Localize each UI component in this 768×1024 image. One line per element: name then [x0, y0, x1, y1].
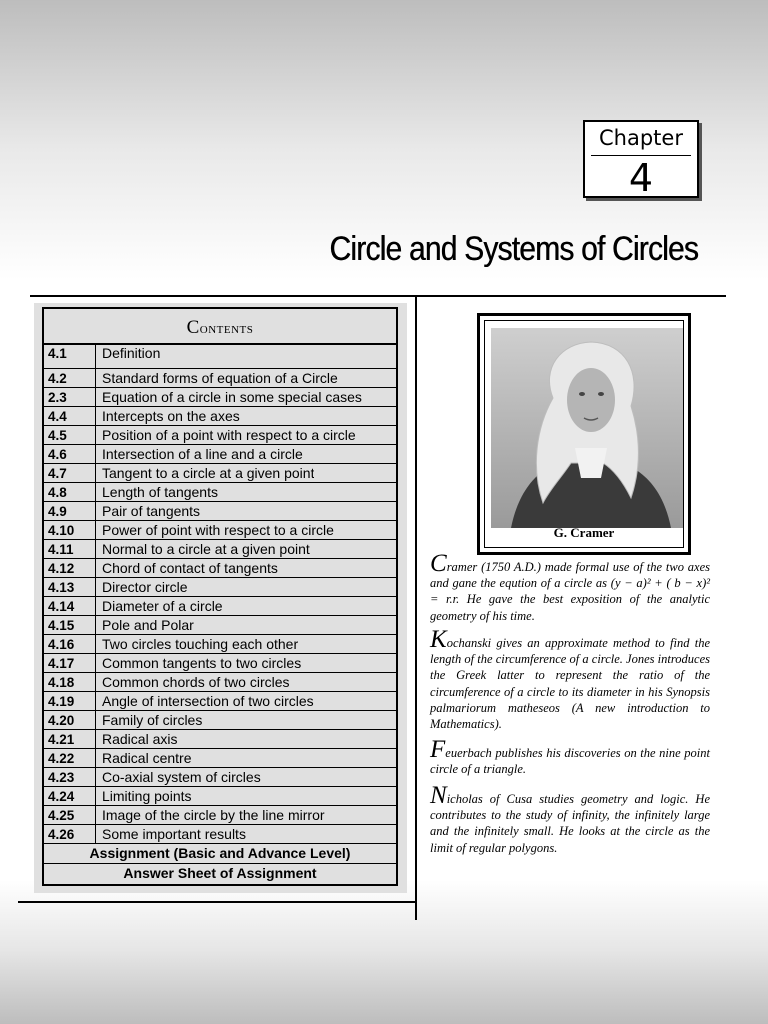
section-title: Position of a point with respect to a circle — [102, 427, 356, 443]
section-number: 4.1 — [44, 345, 96, 368]
divider-vertical — [415, 295, 417, 920]
contents-row[interactable] — [44, 616, 396, 635]
section-number: 4.21 — [44, 730, 96, 748]
section-number: 4.18 — [44, 673, 96, 691]
contents-row[interactable] — [44, 692, 396, 711]
section-number: 4.17 — [44, 654, 96, 672]
drop-cap: N — [430, 782, 447, 809]
section-title: Radical axis — [102, 731, 178, 747]
contents-heading: Contents — [44, 309, 396, 345]
contents-row[interactable] — [44, 825, 396, 844]
section-number: 4.13 — [44, 578, 96, 596]
section-title: Radical centre — [102, 750, 192, 766]
contents-row[interactable] — [44, 711, 396, 730]
contents-row[interactable] — [44, 426, 396, 445]
contents-row[interactable] — [44, 730, 396, 749]
section-title: Tangent to a circle at a given point — [102, 465, 315, 481]
contents-row[interactable] — [44, 635, 396, 654]
contents-row[interactable] — [44, 787, 396, 806]
section-number: 4.5 — [44, 426, 96, 444]
assignment-row[interactable]: Assignment (Basic and Advance Level) — [44, 844, 396, 864]
section-number: 2.3 — [44, 388, 96, 406]
drop-cap: F — [430, 736, 446, 763]
section-title: Equation of a circle in some special cases — [102, 389, 362, 405]
section-number: 4.20 — [44, 711, 96, 729]
section-number: 4.7 — [44, 464, 96, 482]
contents-row[interactable] — [44, 407, 396, 426]
portrait-caption: G. Cramer — [553, 525, 615, 540]
contents-row[interactable] — [44, 464, 396, 483]
section-title: Common tangents to two circles — [102, 655, 302, 671]
section-number: 4.10 — [44, 521, 96, 539]
chapter-box — [583, 120, 699, 198]
section-title: Intercepts on the axes — [102, 408, 240, 424]
section-number: 4.15 — [44, 616, 96, 634]
section-title: Normal to a circle at a given point — [102, 541, 310, 557]
section-number: 4.14 — [44, 597, 96, 615]
section-title: Limiting points — [102, 788, 192, 804]
section-title: Image of the circle by the line mirror — [102, 807, 325, 823]
contents-row[interactable] — [44, 445, 396, 464]
history-paragraph-1 — [430, 550, 710, 624]
contents-row[interactable] — [44, 673, 396, 692]
section-title: Pole and Polar — [102, 617, 194, 633]
contents-table — [42, 307, 398, 886]
section-number: 4.12 — [44, 559, 96, 577]
section-number: 4.24 — [44, 787, 96, 805]
history-text: euerbach publishes his discoveries on the nine point circle of a triangle. — [430, 746, 710, 777]
section-title: Length of tangents — [102, 484, 218, 500]
section-title: Diameter of a circle — [102, 598, 223, 614]
section-number: 4.23 — [44, 768, 96, 786]
section-title: Intersection of a line and a circle — [102, 446, 303, 462]
drop-cap: C — [430, 550, 447, 577]
answer-sheet-row[interactable]: Answer Sheet of Assignment — [123, 865, 317, 881]
contents-row[interactable] — [44, 521, 396, 540]
contents-row[interactable] — [44, 768, 396, 787]
section-title: Common chords of two circles — [102, 674, 290, 690]
section-title: Director circle — [102, 579, 188, 595]
section-title: Some important results — [102, 826, 246, 842]
contents-row[interactable] — [44, 578, 396, 597]
history-text: ramer (1750 A.D.) made formal use of the two axes and gane the eqution of a circle as (y − a)² + ( b − x)² = r.r. He gave the best exposition of the analytic geometry of his time. — [430, 560, 710, 623]
drop-cap: K — [430, 626, 447, 653]
contents-row[interactable] — [44, 483, 396, 502]
contents-row[interactable] — [44, 388, 396, 407]
contents-row[interactable] — [44, 559, 396, 578]
contents-row[interactable] — [44, 597, 396, 616]
page-title: Circle and Systems of Circles — [329, 230, 698, 268]
section-number: 4.9 — [44, 502, 96, 520]
section-title: Power of point with respect to a circle — [102, 522, 334, 538]
contents-row[interactable] — [44, 345, 396, 369]
section-number: 4.4 — [44, 407, 96, 425]
divider-bottom — [18, 901, 416, 903]
section-number: 4.11 — [44, 540, 96, 558]
history-text: ochanski gives an approximate method to find the length of the circumference of a circle. Jones introduces the Greek latter to represent the ratio of the circumference of a circle to its diameter in his Synopsis palmariorum matheseos (A new introduction to Mathematics). — [430, 636, 710, 732]
divider-top — [30, 295, 726, 297]
section-title: Co-axial system of circles — [102, 769, 261, 785]
history-paragraph-2 — [430, 626, 710, 732]
chapter-label: Chapter — [591, 126, 691, 156]
section-number: 4.2 — [44, 369, 96, 387]
contents-row[interactable] — [44, 502, 396, 521]
section-number: 4.26 — [44, 825, 96, 843]
section-title: Pair of tangents — [102, 503, 201, 519]
section-number: 4.8 — [44, 483, 96, 501]
contents-row[interactable] — [44, 540, 396, 559]
contents-row[interactable] — [44, 749, 396, 768]
portrait-image — [491, 328, 683, 528]
contents-row[interactable] — [44, 369, 396, 388]
section-title: Angle of intersection of two circles — [102, 693, 314, 709]
section-number: 4.16 — [44, 635, 96, 653]
section-title: Definition — [102, 345, 161, 361]
section-number: 4.25 — [44, 806, 96, 824]
section-number: 4.22 — [44, 749, 96, 767]
section-title: Standard forms of equation of a Circle — [102, 370, 338, 386]
portrait-inner-border — [484, 320, 684, 548]
portrait-frame — [477, 313, 691, 555]
chapter-number: 4 — [628, 156, 654, 200]
history-text: icholas of Cusa studies geometry and logic. He contributes to the study of infinity, the infinitely large and the infinitely small. He looks at the circle as the limit of regular polygons. — [430, 792, 710, 855]
contents-row[interactable] — [44, 654, 396, 673]
history-paragraph-3 — [430, 736, 710, 777]
section-title: Chord of contact of tangents — [102, 560, 278, 576]
section-title: Two circles touching each other — [102, 636, 299, 652]
history-paragraph-4 — [430, 782, 710, 856]
section-number: 4.19 — [44, 692, 96, 710]
section-number: 4.6 — [44, 445, 96, 463]
section-title: Family of circles — [102, 712, 203, 728]
contents-row[interactable] — [44, 806, 396, 825]
